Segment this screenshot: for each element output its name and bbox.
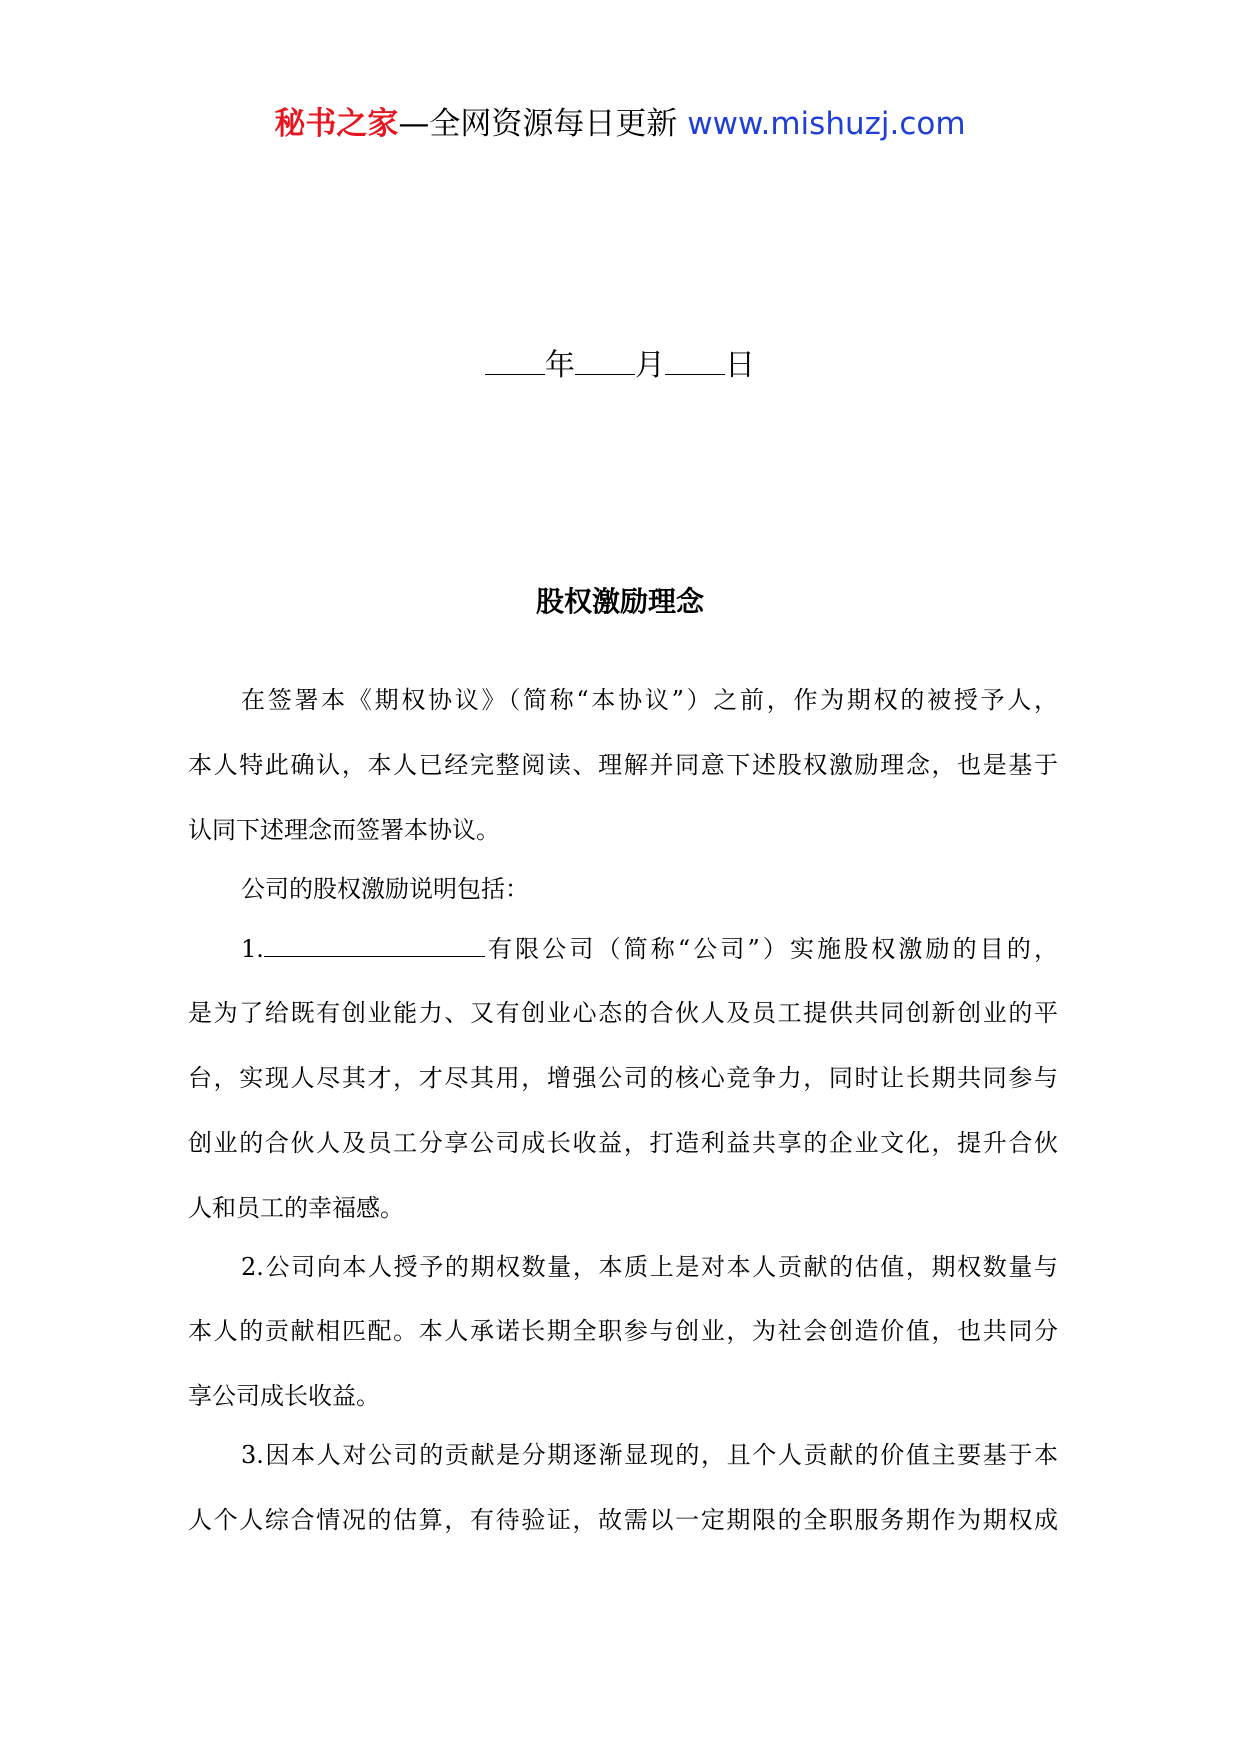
paragraph-3-line-1 (241, 929, 1058, 969)
company-name-blank (264, 932, 485, 957)
paragraph-3-line-3: 台，实现人尽其才，才尽其用，增强公司的核心竞争力，同时让长期共同参与 (188, 1064, 1058, 1092)
year-blank (485, 347, 545, 375)
day-label: 日 (725, 348, 755, 383)
item-1-first-line-text: 有限公司（简称“公司”）实施股权激励的目的， (484, 935, 1058, 963)
paragraph-4-line-2: 本人的贡献相匹配。本人承诺长期全职参与创业，为社会创造价值，也共同分 (188, 1317, 1058, 1345)
paragraph-1-line-2: 本人特此确认，本人已经完整阅读、理解并同意下述股权激励理念，也是基于 (188, 751, 1058, 779)
paragraph-2-line-1: 公司的股权激励说明包括： (241, 875, 529, 903)
paragraph-4-line-1: 2.公司向本人授予的期权数量，本质上是对本人贡献的估值，期权数量与 (241, 1253, 1058, 1281)
site-url-link[interactable]: www.mishuzj.com (687, 106, 966, 142)
site-header (0, 104, 1240, 144)
item-1-number: 1. (241, 935, 264, 963)
paragraph-4-line-3: 享公司成长收益。 (188, 1382, 380, 1410)
paragraph-3-line-2: 是为了给既有创业能力、又有创业心态的合伙人及员工提供共同创新创业的平 (188, 999, 1058, 1027)
year-label: 年 (545, 348, 575, 383)
paragraph-1-line-1: 在签署本《期权协议》（简称“本协议”）之前，作为期权的被授予人， (241, 686, 1058, 714)
date-line (0, 346, 1240, 386)
paragraph-1-line-3: 认同下述理念而签署本协议。 (188, 816, 500, 844)
brand-name: 秘书之家 (274, 106, 399, 142)
month-label: 月 (635, 348, 665, 383)
paragraph-3-line-4: 创业的合伙人及员工分享公司成长收益，打造利益共享的企业文化，提升合伙 (188, 1129, 1058, 1157)
header-tagline: —全网资源每日更新 (398, 106, 688, 142)
paragraph-5-line-1: 3.因本人对公司的贡献是分期逐渐显现的，且个人贡献的价值主要基于本 (241, 1441, 1058, 1469)
document-title: 股权激励理念 (535, 585, 704, 618)
paragraph-3-line-5: 人和员工的幸福感。 (188, 1194, 404, 1222)
month-blank (575, 347, 635, 375)
day-blank (665, 347, 725, 375)
paragraph-5-line-2: 人个人综合情况的估算，有待验证，故需以一定期限的全职服务期作为期权成 (188, 1506, 1058, 1534)
